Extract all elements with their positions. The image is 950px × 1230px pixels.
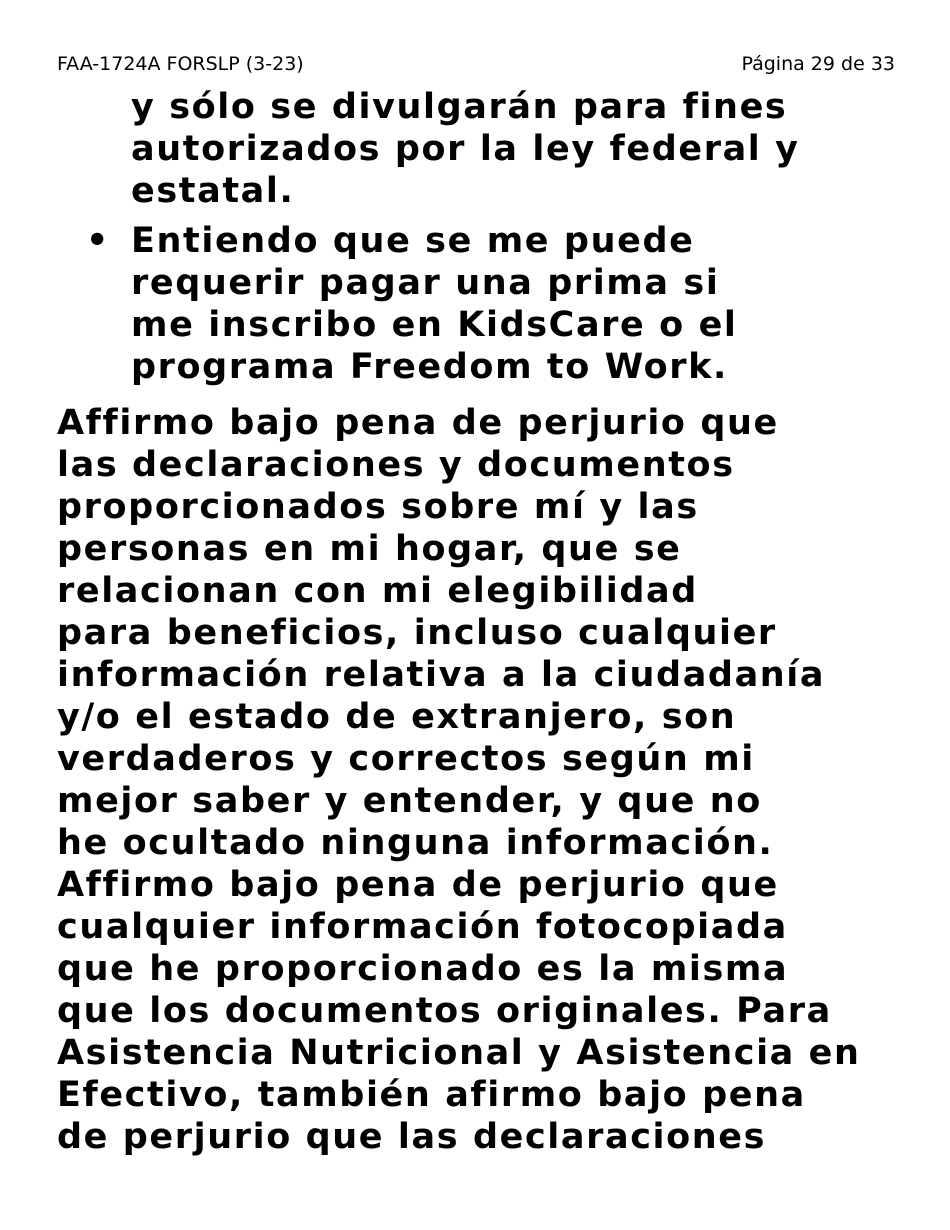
- text-line: verdaderos y correctos según mi: [57, 739, 755, 779]
- text-line: requerir pagar una prima si: [131, 263, 720, 303]
- text-line: Affirmo bajo pena de perjurio que: [57, 403, 779, 443]
- text-line: autorizados por la ley federal y: [131, 129, 800, 169]
- continued-list-item: [57, 86, 902, 212]
- text-line: Affirmo bajo pena de perjurio que: [57, 865, 779, 905]
- text-line: estatal.: [131, 171, 295, 211]
- text-line: Efectivo, también afirmo bajo pena: [57, 1075, 806, 1115]
- page-number: Página 29 de 33: [741, 53, 895, 75]
- text-line: Asistencia Nutricional y Asistencia en: [57, 1033, 861, 1073]
- text-line: proporcionados sobre mí y las: [57, 487, 699, 527]
- document-body: [57, 86, 902, 1158]
- text-line: de perjurio que las declaraciones: [57, 1117, 767, 1157]
- text-line: he ocultado ninguna información.: [57, 823, 774, 863]
- text-line: y sólo se divulgarán para fines: [131, 87, 788, 127]
- form-id: FAA-1724A FORSLP (3-23): [57, 53, 304, 75]
- bullet-list-item: [57, 220, 902, 388]
- text-line: personas en mi hogar, que se: [57, 529, 682, 569]
- text-line: me inscribo en KidsCare o el: [131, 305, 738, 345]
- text-line: para beneficios, incluso cualquier: [57, 613, 777, 653]
- text-line: Entiendo que se me puede: [131, 221, 695, 261]
- bullet-icon: •: [86, 221, 110, 261]
- text-line: programa Freedom to Work.: [131, 347, 728, 387]
- page-header: [57, 52, 895, 76]
- text-line: que los documentos originales. Para: [57, 991, 832, 1031]
- text-line: información relativa a la ciudadanía: [57, 655, 826, 695]
- text-line: las declaraciones y documentos: [57, 445, 735, 485]
- text-line: que he proporcionado es la misma: [57, 949, 789, 989]
- text-line: y/o el estado de extranjero, son: [57, 697, 737, 737]
- text-line: cualquier información fotocopiada: [57, 907, 788, 947]
- text-line: mejor saber y entender, y que no: [57, 781, 762, 821]
- text-line: relacionan con mi elegibilidad: [57, 571, 698, 611]
- affirmation-paragraph: [57, 402, 902, 1158]
